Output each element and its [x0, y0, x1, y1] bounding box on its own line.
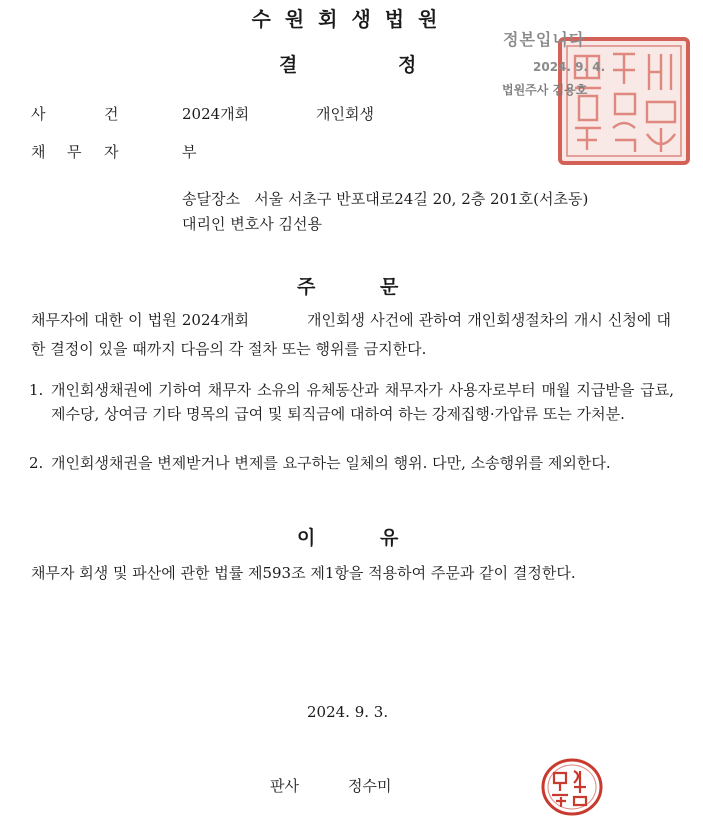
- reason-heading-left: 이: [297, 527, 316, 549]
- case-number: 2024개회: [182, 105, 250, 123]
- order-item-number: 1.: [29, 381, 44, 399]
- agent-name: 김선용: [278, 215, 322, 233]
- debtor-label-1: 채: [31, 143, 46, 161]
- order-heading-left: 주: [297, 276, 316, 298]
- certification-stamp: [500, 23, 700, 173]
- judge-seal-icon: [540, 757, 604, 817]
- debtor-name: 부: [182, 143, 197, 161]
- order-item-text: 개인회생채권을 변제받거나 변제를 요구하는 일체의 행위. 다만, 소송행위를 제외한다.: [51, 454, 611, 472]
- certification-signer: 법원주사 김용호: [502, 83, 588, 97]
- reason-text: 채무자 회생 및 파산에 관한 법률 제593조 제1항을 적용하여 주문과 같이 결정한다.: [31, 564, 576, 582]
- doc-type-left: 결: [279, 54, 298, 76]
- judge-title: 판사: [270, 777, 299, 795]
- case-label-2: 건: [104, 105, 119, 123]
- case-type: 개인회생: [316, 105, 374, 123]
- court-name: 수원회생법원: [251, 7, 452, 31]
- order-intro-part2: 개인회생 사건에 관하여 개인회생절차의 개시 신청에 대한 결정이 있을 때까지 다음의 각 절차 또는 행위를 금지한다.: [31, 311, 671, 358]
- order-item-text: 개인회생채권에 기하여 채무자 소유의 유체동산과 채무자가 사용자로부터 매월 지급받을 급료, 제수당, 상여금 기타 명목의 급여 및 퇴직금에 대하여 하는 강제집행·가압류 또는 가처분.: [51, 381, 674, 423]
- order-heading-right: 문: [380, 276, 399, 298]
- doc-type-right: 정: [398, 54, 417, 76]
- agent-line: [182, 213, 322, 234]
- order-intro: [31, 306, 671, 364]
- delivery-line: [182, 188, 588, 209]
- agent-label: 대리인 변호사: [182, 215, 274, 233]
- judge-name: 정수미: [348, 777, 392, 795]
- debtor-label-3: 자: [104, 143, 119, 161]
- debtor-label-2: 무: [67, 143, 82, 161]
- decision-date: 2024. 9. 3.: [307, 703, 389, 721]
- certification-title: 정본입니다: [503, 30, 586, 49]
- delivery-label: 송달장소: [182, 190, 240, 208]
- certification-date: 2024. 9. 4.: [533, 60, 606, 74]
- order-item-1: [29, 378, 674, 426]
- order-intro-part1: 채무자에 대한 이 법원 2024개회: [31, 311, 250, 329]
- case-label-1: 사: [31, 105, 46, 123]
- delivery-address: 서울 서초구 반포대로24길 20, 2층 201호(서초동): [254, 190, 589, 208]
- order-item-2: [29, 451, 674, 475]
- reason-heading-right: 유: [380, 527, 399, 549]
- order-item-number: 2.: [29, 454, 44, 472]
